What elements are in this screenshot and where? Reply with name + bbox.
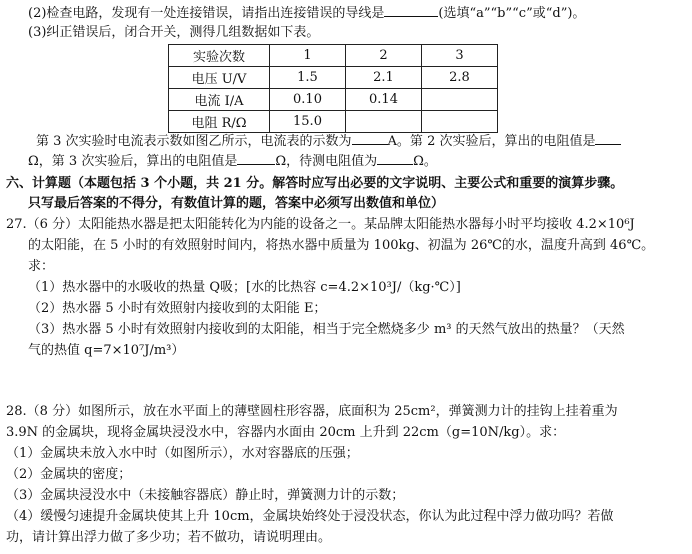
table-cell: 电阻 R/Ω bbox=[169, 111, 270, 133]
table-cell: 1.5 bbox=[270, 67, 346, 89]
answer-blank[interactable] bbox=[384, 4, 438, 17]
q-prev-text-2 bbox=[28, 152, 437, 171]
q-prev-line-2-text: (2)检查电路，发现有一处连接错误，请指出连接错误的导线是 bbox=[28, 6, 385, 21]
table-cell: 0.14 bbox=[346, 89, 422, 111]
q27-item-3a: （3）热水器 5 小时有效照射内接收到的太阳能，相当于完全燃烧多少 m³ 的天然气放出的热量？（天然 bbox=[28, 322, 625, 337]
table-cell: 电压 U/V bbox=[169, 67, 270, 89]
q-prev-line-2 bbox=[28, 4, 585, 23]
q-prev-text-2c: Ω。 bbox=[413, 154, 437, 169]
data-table bbox=[168, 44, 498, 133]
q27-line-1: 27.（6 分）太阳能热水器是把太阳能转化为内能的设备之一。某品牌太阳能热水器每小时平均接收 4.2×10⁶J bbox=[6, 217, 635, 232]
q-prev-text-1b: A。第 2 次实验后，算出的电阻值是 bbox=[387, 134, 596, 149]
q-prev-line-3: (3)纠正错误后，闭合开关，测得几组数据如下表。 bbox=[28, 25, 320, 40]
table-cell[interactable] bbox=[346, 111, 422, 133]
q27-line-3: 求： bbox=[28, 259, 55, 274]
q28-item-2: （2）金属块的密度； bbox=[6, 467, 132, 482]
table-row bbox=[169, 111, 498, 133]
q-prev-line-2-options: (选填“a”“b”“c”或“d”)。 bbox=[438, 6, 586, 21]
q-prev-text-1 bbox=[36, 132, 621, 151]
q27-item-1: （1）热水器中的水吸收的热量 Q吸；[水的比热容 c=4.2×10³J/（kg·℃）] bbox=[28, 280, 461, 295]
table-cell: 电流 I/A bbox=[169, 89, 270, 111]
table-cell[interactable] bbox=[422, 111, 498, 133]
q28-item-4a: （4）缓慢匀速提升金属块使其上升 10cm，金属块始终处于浸没状态，你认为此过程中浮力做功吗？若做 bbox=[6, 509, 614, 524]
answer-blank[interactable] bbox=[377, 152, 413, 165]
table-cell: 2 bbox=[346, 45, 422, 67]
answer-blank[interactable] bbox=[237, 152, 275, 165]
section-6-title: 六、计算题（本题包括 3 个小题，共 21 分。解答时应写出必要的文字说明、主要公式和重要的演算步骤。 bbox=[6, 176, 624, 191]
q-prev-text-2b: Ω，待测电阻值为 bbox=[275, 154, 378, 169]
section-6-note: 只写最后答案的不得分，有数值计算的题，答案中必须写出数值和单位） bbox=[28, 196, 445, 211]
q27-item-3b: 气的热值 q=7×10⁷J/m³） bbox=[28, 343, 185, 358]
table-cell[interactable] bbox=[422, 89, 498, 111]
table-cell: 2.8 bbox=[422, 67, 498, 89]
q28-item-4b: 功，请计算出浮力做了多少功；若不做功，请说明理由。 bbox=[6, 530, 332, 545]
q28-item-1: （1）金属块未放入水中时（如图所示），水对容器底的压强； bbox=[6, 446, 359, 461]
table-header-row bbox=[169, 45, 498, 67]
answer-blank[interactable] bbox=[352, 132, 388, 145]
q28-item-3: （3）金属块浸没水中（未接触容器底）静止时，弹簧测力计的示数； bbox=[6, 488, 405, 503]
answer-blank[interactable] bbox=[595, 132, 621, 145]
table-row bbox=[169, 89, 498, 111]
q-prev-text-2a: Ω，第 3 次实验后，算出的电阻值是 bbox=[28, 154, 238, 169]
table-cell: 实验次数 bbox=[169, 45, 270, 67]
q28-line-1: 28.（8 分）如图所示，放在水平面上的薄壁圆柱形容器，底面积为 25cm²，弹簧测力计的挂钩上挂着重为 bbox=[6, 404, 618, 419]
table-row bbox=[169, 67, 498, 89]
q27-item-2: （2）热水器 5 小时有效照射内接收到的太阳能 E； bbox=[28, 301, 327, 316]
table-cell: 2.1 bbox=[346, 67, 422, 89]
q28-line-2: 3.9N 的金属块，现将金属块浸没水中，容器内水面由 20cm 上升到 22cm（g=10N/kg）。求： bbox=[6, 425, 566, 440]
q-prev-text-1a: 第 3 次实验时电流表示数如图乙所示，电流表的示数为 bbox=[36, 134, 352, 149]
table-cell: 3 bbox=[422, 45, 498, 67]
q27-line-2: 的太阳能，在 5 小时的有效照射时间内，将热水器中质量为 100kg、初温为 26℃的水，温度升高到 46℃。 bbox=[28, 238, 655, 253]
table-cell: 1 bbox=[270, 45, 346, 67]
table-cell: 15.0 bbox=[270, 111, 346, 133]
table-cell: 0.10 bbox=[270, 89, 346, 111]
